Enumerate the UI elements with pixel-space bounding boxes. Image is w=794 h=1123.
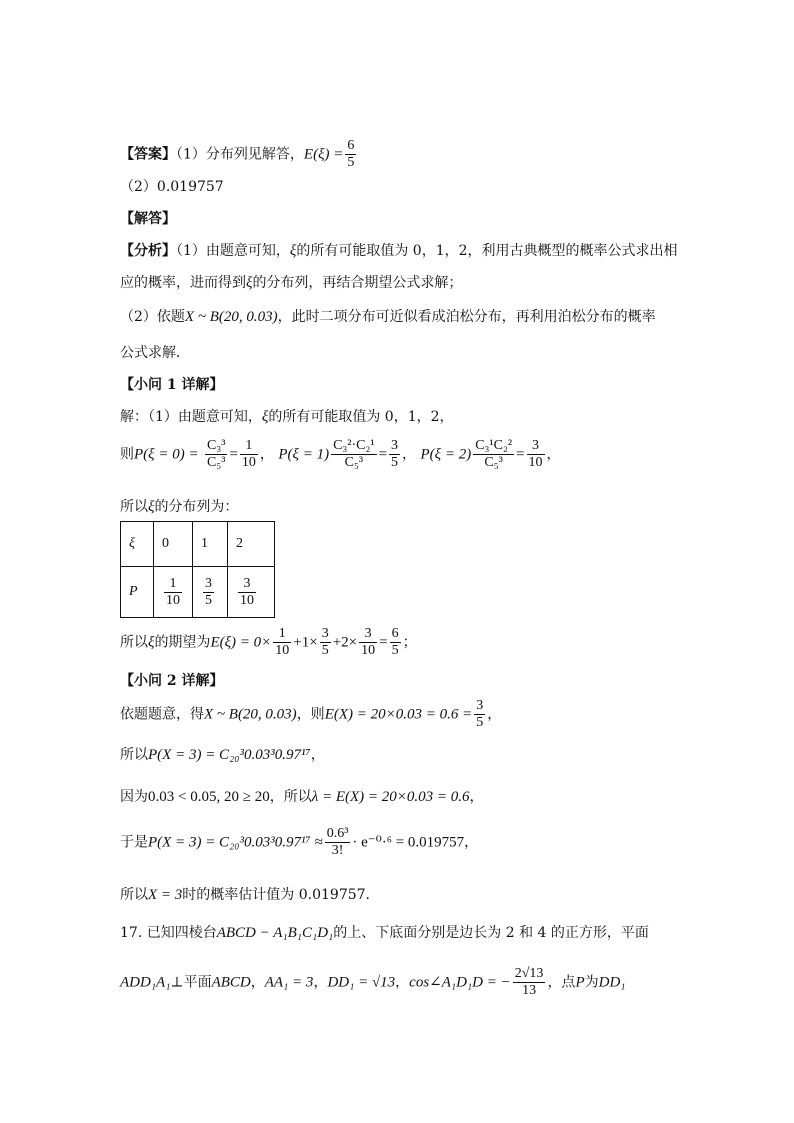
analysis-line-3: （2）依题X ~ B(20, 0.03)，此时二项分布可近似看成泊松分布，再利用泊松分布的概率 [120, 309, 656, 325]
q2-line-2: 所以P(X = 3) = C₂₀³0.03³0.97¹⁷， [120, 747, 325, 763]
table-row: P $\frac{1}{10}$ $\frac{3}{5}$ $\frac{3}{10}$ [121, 567, 275, 618]
q2-line-1: 依题题意，得X ~ B(20, 0.03)，则E(X) = 20×0.03 = 0.6 = $\frac{3}{5}$ ， [120, 698, 502, 730]
q2-line-4: 于是P(X = 3) = C₂₀³0.03³0.97¹⁷ ≈ $\frac{\text{0.6³}}{3!}$ · e⁻⁰·⁶ = 0.019757， [120, 826, 479, 858]
q1-probabilities: 则P(ξ = 0) = $\frac{\text{C₃³}}{\text{C₅³}}$ = $\frac{1}{10}$ ， P(ξ = 1) $\frac{\text{C₃²·C₂¹}}{\text{C₅³}}$ = $\frac{3}{5}$ ， P(ξ = 2) $\frac{\text{C₃¹C₂²}}{\text{C₅³}}$ = $\frac{3}{10}$ ， [120, 438, 561, 470]
q1-header: 【小问 1 详解】 [120, 377, 224, 393]
q2-header: 【小问 2 详解】 [120, 673, 224, 689]
answer-line-2: （2）0.019757 [120, 179, 224, 195]
problem-17-line-1: 17. 已知四棱台ABCD − A₁B₁C₁D₁的上、下底面分别是边长为 2 和 4 的正方形，平面 [120, 925, 649, 941]
expectation-expr: E(ξ) = [303, 146, 344, 163]
solution-header: 【解答】 [120, 211, 176, 227]
q1-expectation: 所以ξ的期望为E(ξ) = 0× $\frac{1}{10}$ +1× $\frac{3}{5}$ +2× $\frac{3}{10}$ = $\frac{6}{5}$ ； [120, 626, 417, 658]
answer-label: 【答案】 [120, 146, 176, 163]
analysis-line-4: 公式求解． [120, 345, 190, 361]
analysis-line-1: 【分析】（1）由题意可知，ξ的所有可能取值为 0，1，2，利用古典概型的概率公式求出相 [120, 243, 678, 259]
analysis-line-2: 应的概率，进而得到ξ的分布列，再结合期望公式求解； [120, 275, 463, 291]
q2-line-3: 因为0.03 < 0.05, 20 ≥ 20，所以λ = E(X) = 20×0.03 = 0.6， [120, 789, 484, 805]
table-row: ξ 0 1 2 [121, 522, 275, 567]
answer-line-1: 【答案】（1）分布列见解答，E(ξ) = $\frac{6}{5}$ [120, 138, 355, 170]
distribution-table [120, 521, 275, 618]
q1-line-1: 解：（1）由题意可知，ξ的所有可能取值为 0，1，2， [120, 409, 454, 425]
fraction: $\frac{6}{5}$ [347, 138, 355, 170]
q1-dist-intro: 所以ξ的分布列为： [120, 499, 239, 515]
problem-17-line-2: ADD₁A₁⊥平面ABCD，AA₁ = 3，DD₁ = √13，cos∠A₁D₁D = − $\frac{2√13}{13}$ ，点P为DD₁ [120, 966, 626, 998]
q2-line-5: 所以X = 3时的概率估计值为 0.019757． [120, 887, 380, 903]
